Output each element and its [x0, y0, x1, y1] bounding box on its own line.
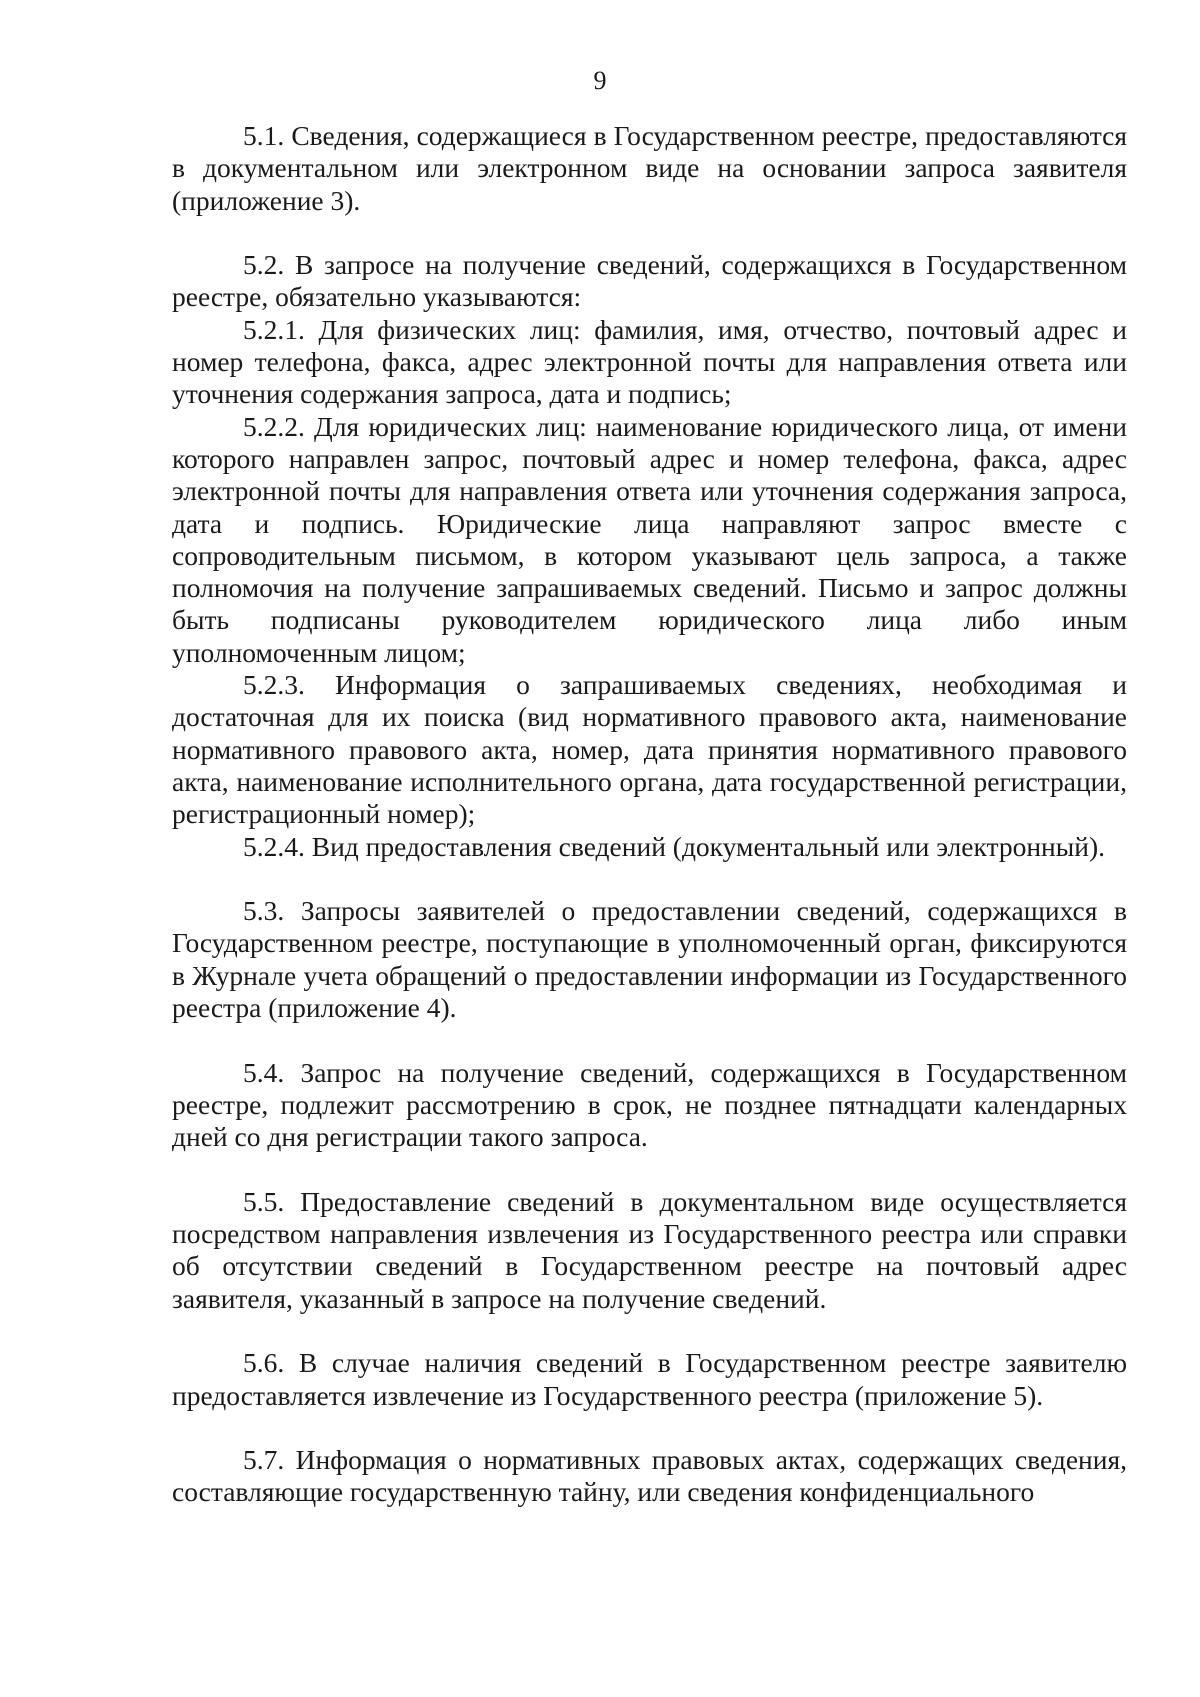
paragraph-5-2: 5.2. В запросе на получение сведений, содержащихся в Государственном реестре, обязательно указываются: — [172, 249, 1127, 313]
page-number: 9 — [593, 66, 607, 95]
paragraph-5-5: 5.5. Предоставление сведений в документальном виде осуществляется посредством направления извлечения из Государственного реестра или справки об отсутствии сведений в Государственном реестре на почтовый адрес заявителя, указанный в запросе на получение сведений. — [172, 1185, 1127, 1314]
paragraph-5-2-3: 5.2.3. Информация о запрашиваемых сведениях, необходимая и достаточная для их поиска (вид нормативного правового акта, наименование нормативного правового акта, номер, дата принятия нормативного правового акта, наименование исполнительного органа, дата государственной регистрации, регистрационный номер); — [172, 669, 1127, 830]
paragraph-5-7: 5.7. Информация о нормативных правовых актах, содержащих сведения, составляющие государственную тайну, или сведения конфиденциального — [172, 1444, 1127, 1508]
paragraph-5-1: 5.1. Сведения, содержащиеся в Государственном реестре, предоставляются в документальном или электронном виде на основании запроса заявителя (приложение 3). — [172, 120, 1127, 216]
paragraph-5-6: 5.6. В случае наличия сведений в Государственном реестре заявителю предоставляется извлечение из Государственного реестра (приложение 5). — [172, 1347, 1127, 1411]
paragraph-5-2-1: 5.2.1. Для физических лиц: фамилия, имя, отчество, почтовый адрес и номер телефона, факса, адрес электронной почты для направления ответа или уточнения содержания запроса, дата и подпись; — [172, 313, 1127, 410]
paragraph-5-3: 5.3. Запросы заявителей о предоставлении сведений, содержащихся в Государственном реестре, поступающие в уполномоченный орган, фиксируются в Журнале учета обращений о предоставлении информации из Государственного реестра (приложение 4). — [172, 895, 1127, 1024]
document-body — [172, 120, 1127, 1509]
paragraph-5-4: 5.4. Запрос на получение сведений, содержащихся в Государственном реестре, подлежит рассмотрению в срок, не позднее пятнадцати календарных дней со дня регистрации такого запроса. — [172, 1056, 1127, 1153]
paragraph-5-2-2: 5.2.2. Для юридических лиц: наименование юридического лица, от имени которого направлен запрос, почтовый адрес и номер телефона, факса, адрес электронной почты для направления ответа или уточнения содержания запроса, дата и подпись. Юридические лица направляют запрос вместе с сопроводительным письмом, в котором указывают цель запроса, а также полномочия на получение запрашиваемых сведений. Письмо и запрос должны быть подписаны руководителем юридического лица либо иным уполномоченным лицом; — [172, 410, 1127, 668]
paragraph-5-2-4: 5.2.4. Вид предоставления сведений (документальный или электронный). — [243, 830, 1105, 862]
